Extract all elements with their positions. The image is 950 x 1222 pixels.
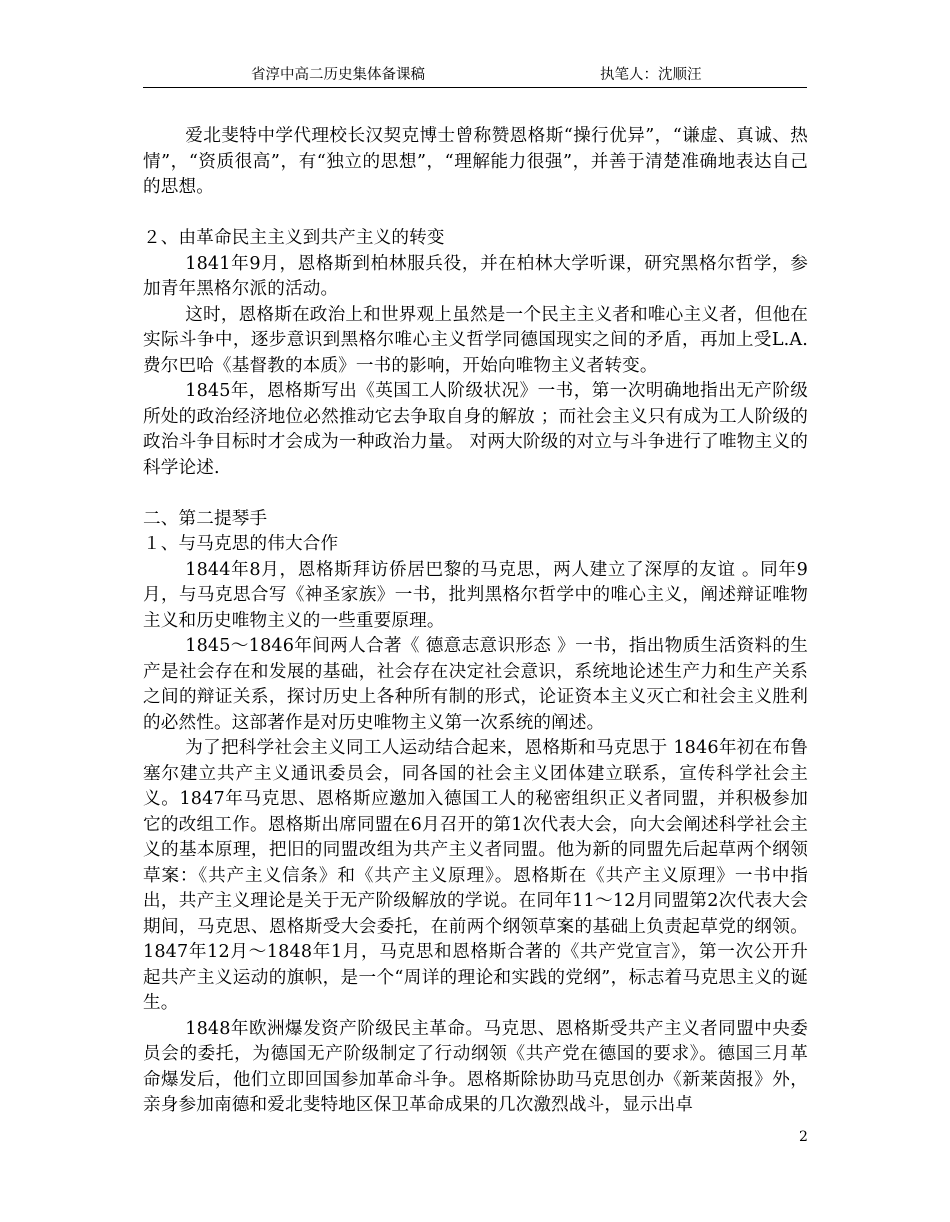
blank-line bbox=[143, 481, 808, 507]
section-heading: ２、由革命民主主义到共产主义的转变 bbox=[143, 228, 445, 248]
paragraph: 1844年8月，恩格斯拜访侨居巴黎的马克思，两人建立了深厚的友谊 。同年9月，与马克思合写《神圣家族》一书，批判黑格尔哲学中的唯心主义，阐述辩证唯物主义和历史唯物主义的一些重要原理。 bbox=[143, 559, 808, 631]
paragraph: 爱北斐特中学代理校长汉契克博士曾称赞恩格斯“操行优异”，“谦虚、真诚、热情”，“资质很高”，有“独立的思想”，“理解能力很强”，并善于清楚准确地表达自己的思想。 bbox=[143, 126, 808, 197]
page-number: 2 bbox=[799, 1129, 808, 1145]
document-body bbox=[143, 124, 808, 1119]
blank-line bbox=[143, 201, 808, 227]
header-author: 执笔人：沈顺汪 bbox=[600, 67, 702, 83]
paragraph: 1845年，恩格斯写出《英国工人阶级状况》一书，第一次明确地指出无产阶级所处的政治经济地位必然推动它去争取自身的解放 ；而社会主义只有成为工人阶级的政治斗争目标时才会成为一种政治力量。 对两大阶级的对立与斗争进行了唯物主义的科学论述. bbox=[143, 381, 808, 478]
paragraph: 为了把科学社会主义同工人运动结合起来，恩格斯和马克思于 1846年初在布鲁塞尔建立共产主义通讯委员会，同各国的社会主义团体建立联系，宣传科学社会主义。1847年马克思、恩格斯应邀加入德国工人的秘密组织正义者同盟，并积极参加它的改组工作。恩格斯出席同盟在6月召开的第1次代表大会，向大会阐述科学社会主义的基本原理，把旧的同盟改组为共产主义者同盟。他为新的同盟先后起草两个纲领草案：《共产主义信条》和《共产主义原理》。恩格斯在《共产主义原理》一书中指出，共产主义理论是关于无产阶级解放的学说。在同年11～12月同盟第2次代表大会期间，马克思、恩格斯受大会委托，在前两个纲领草案的基础上负责起草党的纲领。1847年12月～1848年1月，马克思和恩格斯合著的《共产党宣言》，第一次公开升起共产主义运动的旗帜，是一个“周详的理论和实践的党纲”，标志着马克思主义的诞生。 bbox=[143, 738, 808, 1013]
header-rule bbox=[143, 87, 807, 88]
chapter-heading: 二、第二提琴手 bbox=[143, 508, 268, 529]
paragraph: 1845～1846年间两人合著《 德意志意识形态 》一书，指出物质生活资料的生产是社会存在和发展的基础，社会存在决定社会意识，系统地论述生产力和生产关系之间的辩证关系，探讨历史上各种所有制的形式，论证资本主义灭亡和社会主义胜利的必然性。这部著作是对历史唯物主义第一次系统的阐述。 bbox=[143, 636, 808, 733]
section-heading: １、与马克思的伟大合作 bbox=[143, 534, 339, 554]
paragraph: 1841年9月，恩格斯到柏林服兵役，并在柏林大学听课，研究黑格尔哲学，参加青年黑格尔派的活动。 bbox=[143, 253, 808, 299]
paragraph: 这时，恩格斯在政治上和世界观上虽然是一个民主主义者和唯心主义者，但他在实际斗争中，逐步意识到黑格尔唯心主义哲学同德国现实之间的矛盾，再加上受L.A.费尔巴哈《基督教的本质》一书的影响，开始向唯物主义者转变。 bbox=[143, 304, 808, 376]
header-left-title: 省淳中高二历史集体备课稿 bbox=[251, 67, 425, 83]
paragraph: 1848年欧洲爆发资产阶级民主革命。马克思、恩格斯受共产主义者同盟中央委员会的委托，为德国无产阶级制定了行动纲领《共产党在德国的要求》。德国三月革命爆发后，他们立即回国参加革命斗争。恩格斯除协助马克思创办《新莱茵报》外，亲身参加南德和爱北斐特地区保卫革命成果的几次激烈战斗，显示出卓 bbox=[143, 1018, 808, 1115]
